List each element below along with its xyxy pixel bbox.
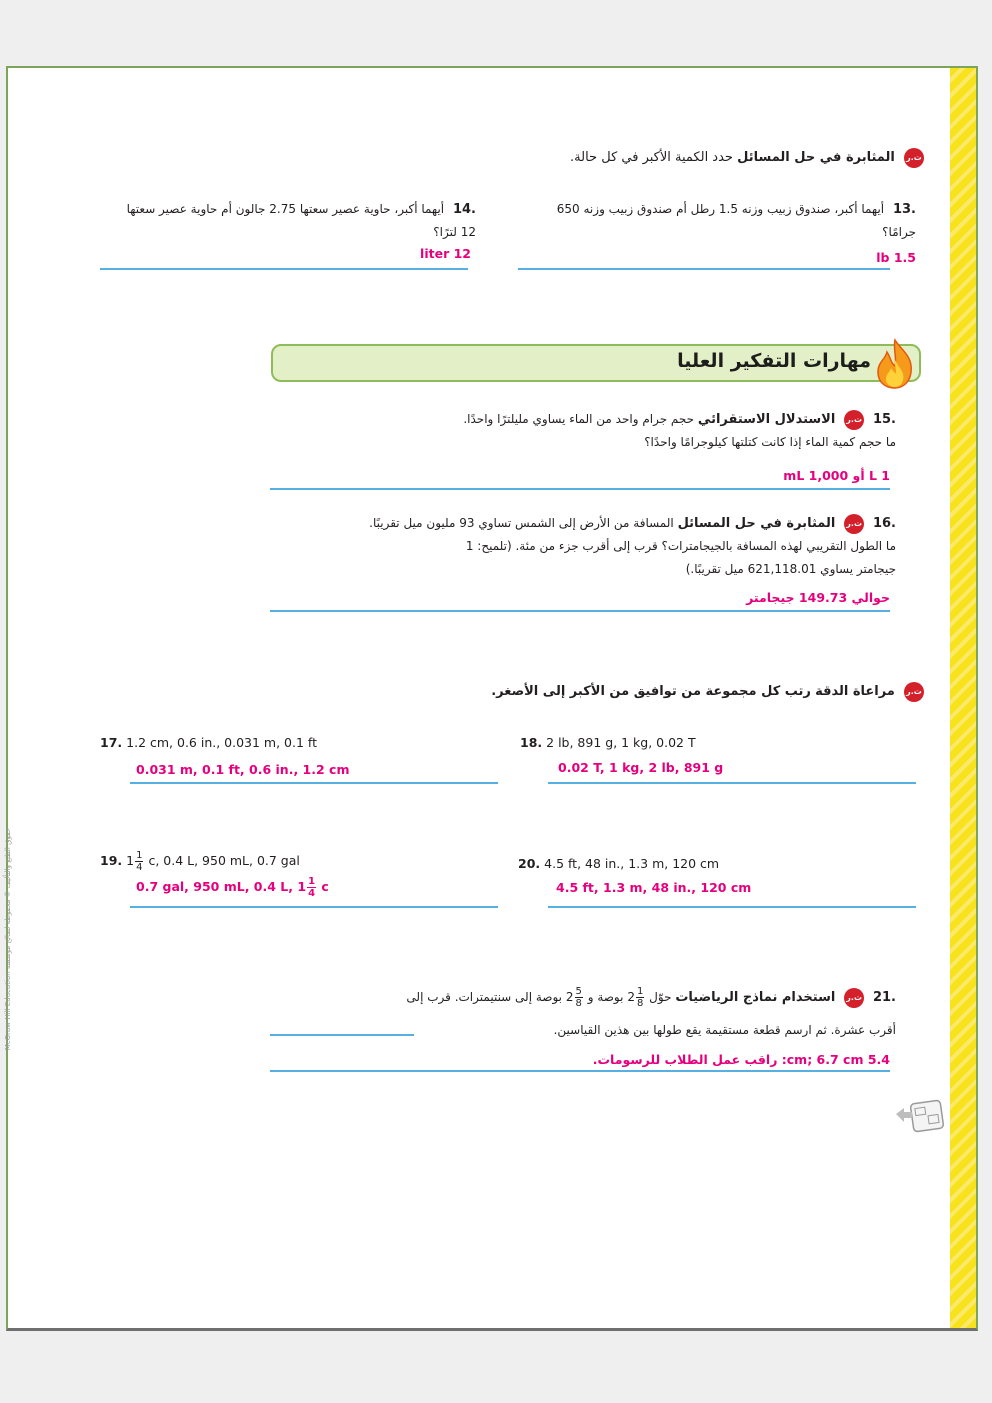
badge-icon: ت.ر — [844, 410, 864, 430]
section2-heading: ت.ر مراعاة الدقة رتب كل مجموعة من توافيق من الأكبر إلى الأصغر. — [224, 680, 924, 704]
fraction: $\frac{1}{8}$ — [636, 986, 644, 1009]
answer-line-14 — [100, 268, 468, 270]
answer-15: 1 L أو 1,000 mL — [783, 468, 890, 483]
question-13: 13. أيهما أكبر، صندوق زبيب وزنه 1.5 رطل أم صندوق زبيب وزنه 650 جرامًا؟ — [556, 202, 916, 239]
banner-title: مهارات التفكير العليا — [677, 350, 871, 372]
section1-heading: ت.ر المثابرة في حل المسائل حدد الكمية الأكبر في كل حالة. — [224, 146, 924, 170]
flame-icon — [873, 338, 917, 390]
answer-line-17 — [130, 782, 498, 784]
question-17: 17. 1.2 cm, 0.6 in., 0.031 m, 0.1 ft — [100, 735, 317, 750]
question-14: 14. أيهما أكبر، حاوية عصير سعتها 2.75 جالون أم حاوية عصير سعتها 12 لترًا؟ — [126, 202, 476, 239]
yellow-edge-stripe — [950, 68, 976, 1328]
answer-21: 5.4 cm; 6.7 cm: راقب عمل الطلاب للرسومات. — [592, 1052, 890, 1067]
badge-icon: ت.ر — [904, 682, 924, 702]
answer-line-21 — [270, 1070, 890, 1072]
fraction: $\frac{1}{4}$ — [308, 876, 316, 899]
drawing-line — [270, 1034, 414, 1036]
question-20: 20. 4.5 ft, 48 in., 1.3 m, 120 cm — [518, 856, 720, 871]
answer-line-13 — [518, 268, 890, 270]
answer-line-16 — [270, 610, 890, 612]
answer-line-19 — [130, 906, 498, 908]
fraction: $\frac{5}{8}$ — [575, 986, 582, 1009]
question-16: 16. ت.ر المثابرة في حل المسائل المسافة من الأرض إلى الشمس تساوي 93 مليون ميل تقريبًا. ما الطول التقريبي لهذه المسافة بالجيجامترات؟ قرب إلى أقرب جزء من مئة. (تلميح: 1 جيجامتر يساوي 621,118.01 ميل تقريبًا.) — [256, 512, 896, 581]
mixed-number-2: 2 $\frac{5}{8}$ — [565, 986, 582, 1009]
badge-icon: ت.ر — [844, 514, 864, 534]
question-15: 15. ت.ر الاستدلال الاستقرائي حجم جرام واحد من الماء يساوي مليلترًا واحدًا. ما حجم كمية الماء إذا كانت كتلتها كيلوجرامًا واحدًا؟ — [256, 408, 896, 454]
math-tools-icon — [892, 1094, 948, 1138]
badge-icon: ت.ر — [844, 988, 864, 1008]
answer-17: 0.031 m, 0.1 ft, 0.6 in., 1.2 cm — [136, 762, 350, 777]
question-19: 19. 1 $\frac{1}{4}$ c, 0.4 L, 950 mL, 0.7 gal — [100, 850, 300, 873]
answer-20: 4.5 ft, 1.3 m, 48 in., 120 cm — [556, 880, 752, 895]
mixed-number-1: 2 $\frac{1}{8}$ — [627, 986, 644, 1009]
answer-13: 1.5 lb — [876, 250, 916, 265]
answer-14: 12 liter — [420, 246, 471, 261]
fraction: $\frac{1}{4}$ — [136, 850, 143, 873]
hots-banner — [271, 344, 921, 382]
answer-18: 0.02 T, 1 kg, 2 lb, 891 g — [558, 760, 724, 775]
copyright-text: حقوق الطبع والتأليف © محفوظة لصالح مؤسسة McGraw-Hill Education — [4, 828, 12, 1051]
answer-line-20 — [548, 906, 916, 908]
question-21: 21. ت.ر استخدام نماذج الرياضيات حوّل 2 $\frac{1}{8}$ بوصة و 2 $\frac{5}{8}$ بوصة إلى سنتيمترات. قرب إلى أقرب عشرة. ثم ارسم قطعة مستقيمة يقع طولها بين هذين القياسين. — [406, 986, 896, 1037]
answer-19: 0.7 gal, 950 mL, 0.4 L, 1 $\frac{1}{4}$ c — [136, 876, 329, 899]
answer-line-18 — [548, 782, 916, 784]
question-18: 18. 2 lb, 891 g, 1 kg, 0.02 T — [520, 735, 696, 750]
worksheet-page — [6, 66, 978, 1331]
badge-icon: ت.ر — [904, 148, 924, 168]
answer-line-15 — [270, 488, 890, 490]
answer-16: حوالي 149.73 جيجامتر — [746, 590, 890, 605]
